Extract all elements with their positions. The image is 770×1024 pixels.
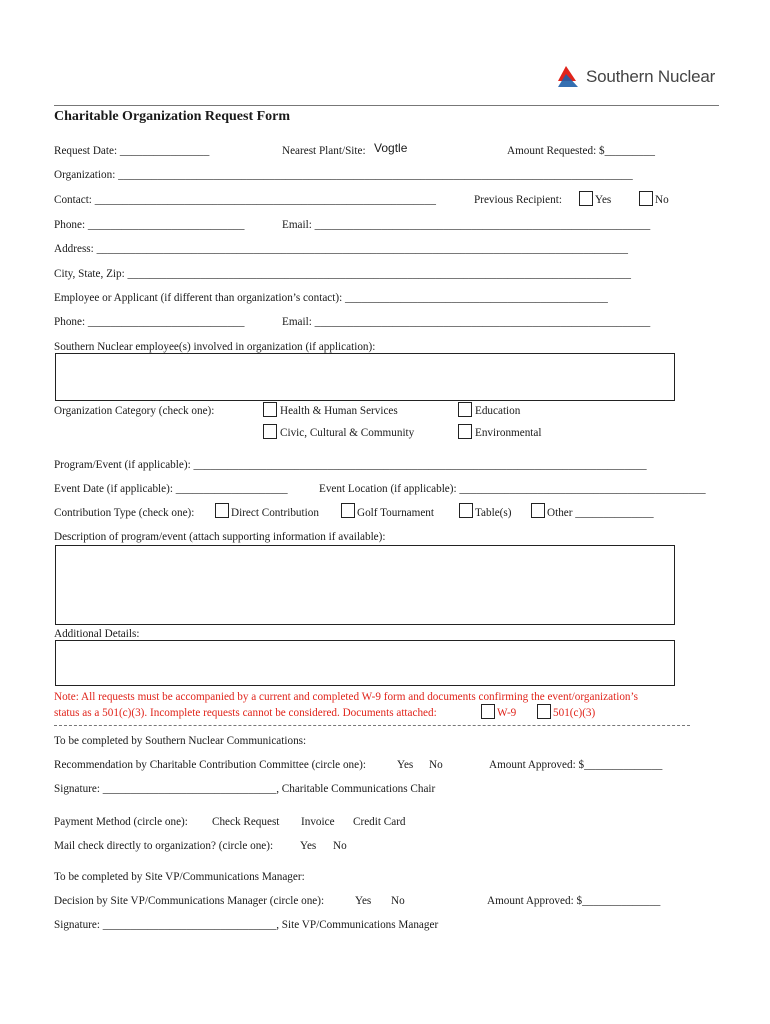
- email-field[interactable]: Email: ____________________________________________________________: [282, 219, 651, 231]
- program-event-field[interactable]: Program/Event (if applicable): _________________________________________________________________________________: [54, 459, 647, 471]
- category-education-checkbox[interactable]: [458, 402, 472, 417]
- mail-check-no[interactable]: No: [333, 840, 347, 852]
- ct-golf-checkbox[interactable]: [341, 503, 355, 518]
- signature-chair[interactable]: Signature: _______________________________, Charitable Communications Chair: [54, 783, 436, 795]
- phone-field-2[interactable]: Phone: ____________________________: [54, 316, 245, 328]
- decision-no[interactable]: No: [391, 895, 405, 907]
- contact-field[interactable]: Contact: _____________________________________________________________: [54, 194, 436, 206]
- ct-other-label: Other ______________: [547, 507, 654, 519]
- note-line-1: Note: All requests must be accompanied by a current and completed W-9 form and documents confirming the event/organization’s: [54, 691, 638, 703]
- phone-field[interactable]: Phone: ____________________________: [54, 219, 245, 231]
- address-field[interactable]: Address: _______________________________________________________________________________________________: [54, 243, 628, 255]
- additional-details-label: Additional Details:: [54, 628, 140, 640]
- vp-heading: To be completed by Site VP/Communications Manager:: [54, 871, 305, 883]
- description-label: Description of program/event (attach supporting information if available):: [54, 531, 386, 543]
- org-category-label: Organization Category (check one):: [54, 405, 215, 417]
- previous-recipient-no-label: No: [655, 194, 669, 206]
- category-health-label: Health & Human Services: [280, 405, 398, 417]
- payment-credit-card[interactable]: Credit Card: [353, 816, 406, 828]
- doc-w9-checkbox[interactable]: [481, 704, 495, 719]
- decision-label: Decision by Site VP/Communications Manager (circle one):: [54, 895, 325, 907]
- amount-requested-field[interactable]: Amount Requested: $_________: [507, 145, 655, 157]
- payment-check-request[interactable]: Check Request: [212, 816, 280, 828]
- decision-yes[interactable]: Yes: [355, 895, 372, 907]
- form-title: Charitable Organization Request Form: [54, 109, 291, 124]
- ct-golf-label: Golf Tournament: [357, 507, 434, 519]
- logo-text: Southern Nuclear: [586, 67, 716, 86]
- logo-mark-icon: [556, 65, 580, 89]
- payment-method-label: Payment Method (circle one):: [54, 816, 188, 828]
- recommendation-label: Recommendation by Charitable Contribution Committee (circle one):: [54, 759, 366, 771]
- category-health-checkbox[interactable]: [263, 402, 277, 417]
- note-line-2: status as a 501(c)(3). Incomplete requests cannot be considered. Documents attached:: [54, 707, 437, 719]
- header-rule: [54, 105, 719, 106]
- city-state-zip-field[interactable]: City, State, Zip: __________________________________________________________________________________________: [54, 268, 631, 280]
- email-field-2[interactable]: Email: ____________________________________________________________: [282, 316, 651, 328]
- additional-details-textarea[interactable]: [55, 640, 675, 686]
- event-date-field[interactable]: Event Date (if applicable): ____________________: [54, 483, 288, 495]
- amount-approved-1[interactable]: Amount Approved: $______________: [489, 759, 663, 771]
- category-environmental-checkbox[interactable]: [458, 424, 472, 439]
- previous-recipient-yes-checkbox[interactable]: [579, 191, 593, 206]
- doc-501c3-checkbox[interactable]: [537, 704, 551, 719]
- ct-direct-checkbox[interactable]: [215, 503, 229, 518]
- sn-employees-label: Southern Nuclear employee(s) involved in organization (if application):: [54, 341, 376, 353]
- request-date-field[interactable]: Request Date: ________________: [54, 145, 210, 157]
- section-divider: [54, 725, 690, 726]
- mail-check-yes[interactable]: Yes: [300, 840, 317, 852]
- amount-approved-2[interactable]: Amount Approved: $______________: [487, 895, 661, 907]
- recommendation-no[interactable]: No: [429, 759, 443, 771]
- previous-recipient-label: Previous Recipient:: [474, 194, 562, 206]
- previous-recipient-yes-label: Yes: [595, 194, 612, 206]
- employee-applicant-field[interactable]: Employee or Applicant (if different than organization’s contact): _______________________________________________: [54, 292, 608, 304]
- category-environmental-label: Environmental: [475, 427, 542, 439]
- ct-tables-label: Table(s): [475, 507, 512, 519]
- nearest-plant-label: Nearest Plant/Site:: [282, 145, 366, 157]
- previous-recipient-no-checkbox[interactable]: [639, 191, 653, 206]
- category-civic-checkbox[interactable]: [263, 424, 277, 439]
- organization-field[interactable]: Organization: ____________________________________________________________________________________________: [54, 169, 633, 181]
- contribution-type-label: Contribution Type (check one):: [54, 507, 195, 519]
- ct-tables-checkbox[interactable]: [459, 503, 473, 518]
- recommendation-yes[interactable]: Yes: [397, 759, 414, 771]
- ct-direct-label: Direct Contribution: [231, 507, 319, 519]
- event-location-field[interactable]: Event Location (if applicable): ____________________________________________: [319, 483, 706, 495]
- sn-comm-heading: To be completed by Southern Nuclear Communications:: [54, 735, 307, 747]
- payment-invoice[interactable]: Invoice: [301, 816, 335, 828]
- sn-employees-textarea[interactable]: [55, 353, 675, 401]
- nearest-plant-value[interactable]: Vogtle: [374, 141, 408, 155]
- category-civic-label: Civic, Cultural & Community: [280, 427, 415, 439]
- doc-501c3-label: 501(c)(3): [553, 707, 596, 719]
- doc-w9-label: W-9: [497, 707, 517, 719]
- signature-vp[interactable]: Signature: _______________________________, Site VP/Communications Manager: [54, 919, 439, 931]
- category-education-label: Education: [475, 405, 521, 417]
- ct-other-checkbox[interactable]: [531, 503, 545, 518]
- description-textarea[interactable]: [55, 545, 675, 625]
- mail-check-label: Mail check directly to organization? (circle one):: [54, 840, 274, 852]
